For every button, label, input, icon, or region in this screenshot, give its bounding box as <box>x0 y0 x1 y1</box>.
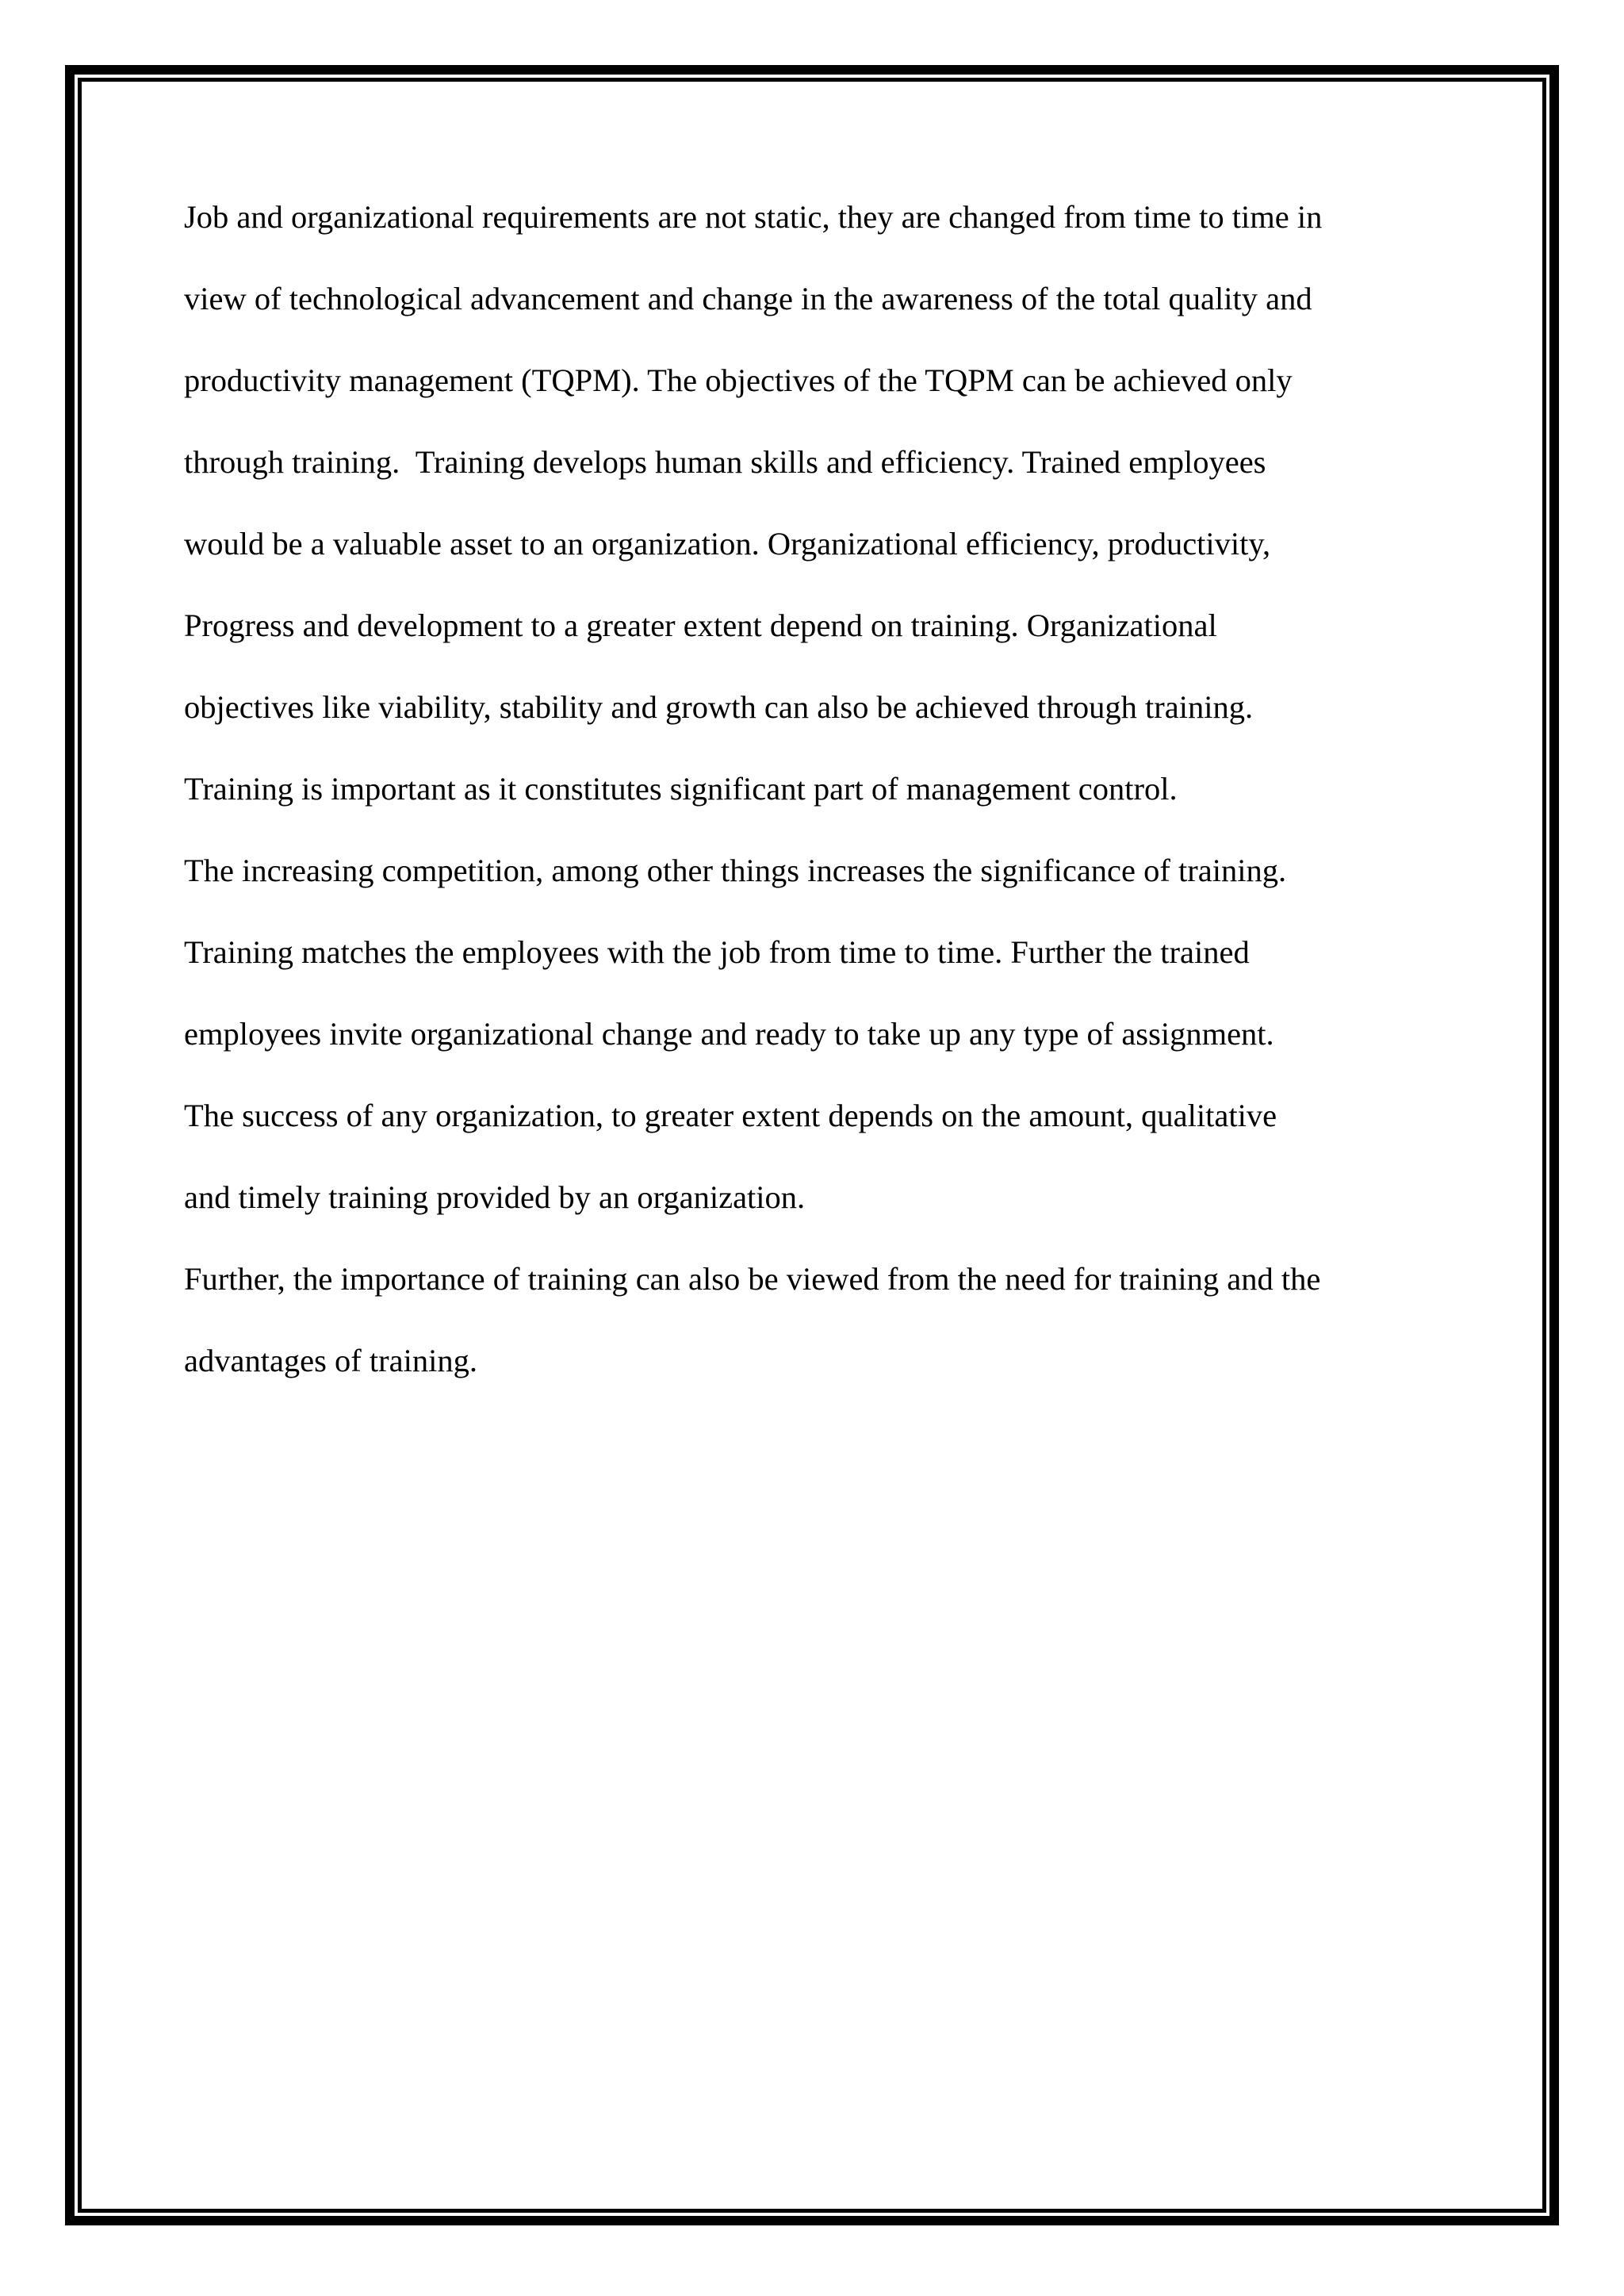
document-body <box>184 194 1469 1419</box>
text-line: Job and organizational requirements are not static, they are changed from time to time in <box>184 199 1323 235</box>
text-line: objectives like viability, stability and growth can also be achieved through training. <box>184 689 1254 725</box>
text-line: and timely training provided by an organization. <box>184 1179 806 1215</box>
text-line: The increasing competition, among other things increases the significance of training. <box>184 853 1287 888</box>
text-line: productivity management (TQPM). The objectives of the TQPM can be achieved only <box>184 362 1293 398</box>
text-line: would be a valuable asset to an organization. Organizational efficiency, productivity, <box>184 526 1271 562</box>
text-line: view of technological advancement and change in the awareness of the total quality and <box>184 281 1312 316</box>
text-line: Further, the importance of training can also be viewed from the need for training and the <box>184 1261 1321 1297</box>
text-line: employees invite organizational change and ready to take up any type of assignment. <box>184 1016 1274 1052</box>
text-line: Progress and development to a greater extent depend on training. Organizational <box>184 608 1217 643</box>
text-line: Training matches the employees with the job from time to time. Further the trained <box>184 934 1250 970</box>
text-line: through training. Training develops human skills and efficiency. Trained employees <box>184 444 1266 480</box>
text-line: The success of any organization, to greater extent depends on the amount, qualitative <box>184 1098 1277 1133</box>
text-line: advantages of training. <box>184 1343 477 1378</box>
text-line: Training is important as it constitutes significant part of management control. <box>184 771 1178 807</box>
